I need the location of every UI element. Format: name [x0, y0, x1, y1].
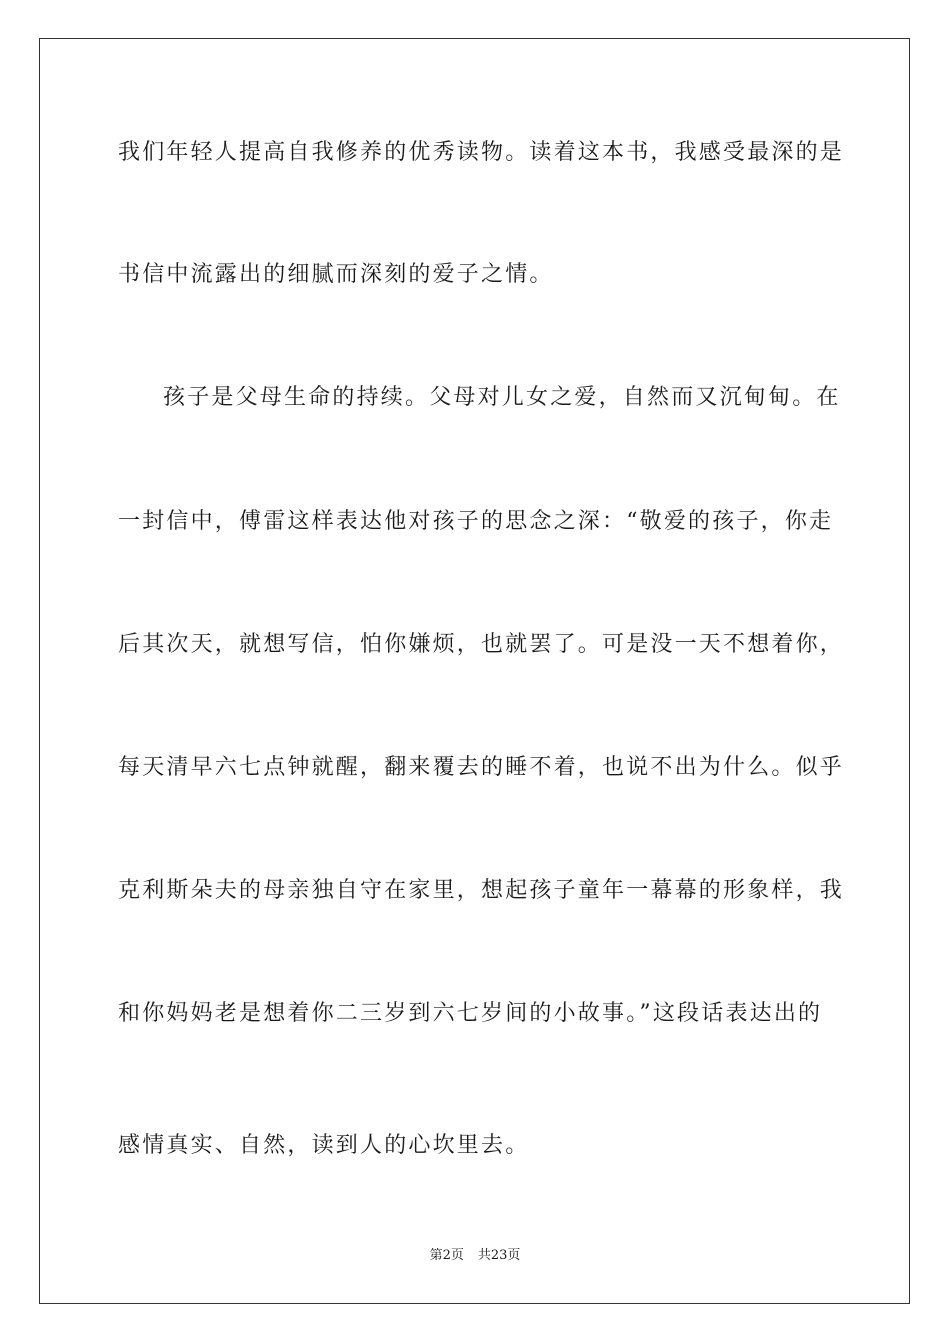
- body-text-line-5: 后其次天，就想写信，怕你嫌烦，也就罢了。可是没一天不想着你，: [118, 632, 845, 657]
- body-text-line-6: 每天清早六七点钟就醒，翻来覆去的睡不着，也说不出为什么。似乎: [118, 755, 845, 780]
- body-text-line-7: 克利斯朵夫的母亲独自守在家里，想起孩子童年一幕幕的形象样，我: [118, 878, 845, 903]
- body-text-line-1: 我们年轻人提高自我修养的优秀读物。读着这本书，我感受最深的是: [118, 140, 845, 165]
- body-text-line-4: 一封信中，傅雷这样表达他对孩子的思念之深：“敬爱的孩子，你走: [118, 509, 834, 534]
- page-number: 第2页: [429, 1248, 464, 1263]
- page-total: 共23页: [477, 1248, 521, 1263]
- page-border: [39, 38, 910, 1304]
- body-text-line-8: 和你妈妈老是想着你二三岁到六七岁间的小故事。”这段话表达出的: [118, 1001, 823, 1026]
- body-text-line-9: 感情真实、自然，读到人的心坎里去。: [118, 1133, 530, 1158]
- body-text-line-3: 孩子是父母生命的持续。父母对儿女之爱，自然而又沉甸甸。在: [163, 385, 841, 410]
- page-footer: [0, 1247, 950, 1265]
- body-text-line-2: 书信中流露出的细腻而深刻的爱子之情。: [118, 262, 554, 287]
